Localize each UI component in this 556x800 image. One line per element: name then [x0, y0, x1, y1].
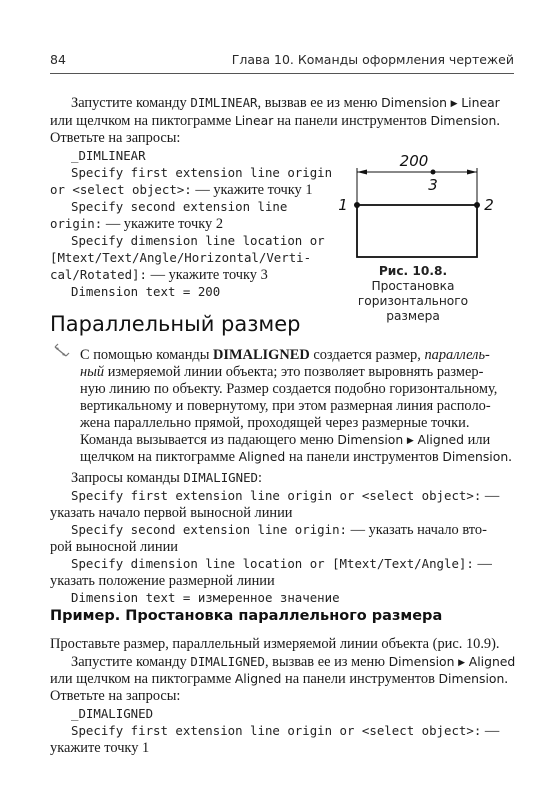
dimension-value: 200: [399, 152, 429, 170]
intro-line-1: [71, 95, 500, 114]
example-heading: Пример. Простановка параллельного размера: [50, 608, 443, 624]
object-rectangle: [357, 205, 477, 257]
page-number: 84: [50, 52, 66, 67]
text: Запустите команду: [71, 95, 191, 111]
prompt-text: origin:: [50, 216, 103, 231]
prompt-line: [Mtext/Text/Angle/Horizontal/Verti-: [50, 250, 312, 265]
command-name: DIMLINEAR: [190, 95, 258, 110]
prompt-line: [71, 522, 487, 539]
prompt-answer: — укажите точку 3: [146, 267, 268, 283]
command-line: _DIMLINEAR: [71, 148, 146, 163]
prompt-answer: — укажите точку 1: [191, 182, 313, 198]
command-name: DIMALIGNED: [190, 654, 265, 669]
text: щелчком на пиктограмме: [80, 449, 239, 465]
point-2-marker: [474, 202, 480, 208]
arrow-left-icon: [357, 170, 367, 175]
prompt-line: [71, 556, 492, 573]
prompt-line: Dimension text = измеренное значение: [71, 590, 340, 605]
para-line: Ответьте на запросы:: [50, 688, 181, 704]
text: или: [464, 432, 491, 448]
text: измеряемой линии объекта; это позволяет выровнять размер-: [104, 364, 484, 380]
menu-item: Linear: [461, 95, 500, 110]
caption-text: горизонтального: [357, 294, 469, 308]
text: на панели инструментов: [273, 113, 431, 129]
aligned-dimension-icon: [52, 341, 70, 359]
prompt-line: [50, 216, 223, 233]
figure-horizontal-dimension: [330, 148, 500, 263]
prompt-text: or <select object>:: [50, 182, 192, 197]
menu-name: Dimension: [388, 654, 455, 669]
toolbar-name: Dimension: [430, 113, 497, 128]
chapter-title: Глава 10. Команды оформления чертежей: [231, 52, 514, 67]
point-3-label: 3: [428, 176, 438, 194]
prompt-line: [50, 267, 268, 284]
text: или щелчком на пиктограмме: [50, 113, 235, 129]
text: создается размер,: [309, 347, 425, 363]
text: —: [481, 723, 500, 739]
text: :: [258, 470, 262, 486]
intro-line-3: Ответьте на запросы:: [50, 130, 181, 146]
requests-intro: [71, 470, 262, 487]
prompt-text: Specify second extension line origin:: [71, 522, 348, 537]
text: на панели инструментов: [285, 449, 443, 465]
para-line: вертикальному и повернутому, при этом размерная линия располо-: [80, 398, 491, 414]
para-line: [80, 364, 483, 381]
prompt-answer: — укажите точку 2: [102, 216, 224, 232]
arrow-right-icon: [467, 170, 477, 175]
menu-arrow-icon: ▶: [406, 436, 414, 446]
para-line: жена параллельно прямой, проходящей через размерные точки.: [80, 415, 470, 431]
menu-name: Dimension: [337, 432, 404, 447]
text: — указать начало вто-: [347, 522, 487, 538]
prompt-answer: указать положение размерной линии: [50, 573, 275, 589]
text: .: [508, 449, 512, 465]
para-line: Проставьте размер, параллельный измеряемой линии объекта (рис. 10.9).: [50, 636, 500, 652]
prompt-line: [71, 723, 499, 740]
point-1-marker: [354, 202, 360, 208]
point-1-label: 1: [338, 196, 348, 214]
point-3-marker: [431, 170, 436, 175]
menu-item: Aligned: [417, 432, 465, 447]
prompt-line: Specify first extension line origin: [71, 165, 333, 180]
text: —: [481, 488, 500, 504]
text: Команда вызывается из падающего меню: [80, 432, 338, 448]
text: Запросы команды: [71, 470, 184, 486]
icon-name: Aligned: [238, 449, 286, 464]
text: —: [473, 556, 492, 572]
prompt-text: cal/Rotated]:: [50, 267, 147, 282]
prompt-line: Dimension text = 200: [71, 284, 221, 299]
header-rule: [50, 73, 514, 74]
text: , вызвав ее из меню: [264, 654, 389, 670]
toolbar-name: Dimension: [438, 671, 505, 686]
command-name: DIMALIGNED: [212, 347, 310, 363]
running-header: [50, 52, 514, 70]
para-line: [80, 432, 490, 451]
text: Запустите команду: [71, 654, 191, 670]
text: С помощью команды: [80, 347, 213, 363]
menu-arrow-icon: ▶: [458, 658, 466, 668]
prompt-text: Specify first extension line origin or <select object>:: [71, 723, 482, 738]
caption-text: размера: [386, 309, 440, 323]
caption-text: Простановка: [371, 279, 455, 293]
para-line: ную линию по объекту. Размер создается подобно горизонтальному,: [80, 381, 498, 397]
prompt-line: Specify dimension line location or: [71, 233, 325, 248]
prompt-answer: рой выносной линии: [50, 539, 178, 555]
prompt-text: Specify dimension line location or [Mtext/Text/Angle]:: [71, 556, 474, 571]
emphasis: ный: [80, 364, 105, 380]
icon-name: Aligned: [234, 671, 282, 686]
prompt-line: [71, 488, 499, 505]
text: , вызвав ее из меню: [257, 95, 382, 111]
prompt-answer: укажите точку 1: [50, 740, 150, 756]
prompt-line: [50, 182, 313, 199]
section-heading: Параллельный размер: [50, 312, 301, 336]
point-2-label: 2: [484, 196, 494, 214]
command-line: _DIMALIGNED: [71, 706, 154, 721]
menu-arrow-icon: ▶: [450, 99, 458, 109]
text: или щелчком на пиктограмме: [50, 671, 235, 687]
para-line: [80, 347, 490, 364]
prompt-answer: указать начало первой выносной линии: [50, 505, 293, 521]
figure-caption: [338, 264, 488, 324]
prompt-line: Specify second extension line: [71, 199, 288, 214]
command-name: DIMALIGNED: [183, 470, 258, 485]
para-line: [80, 449, 512, 466]
icon-name: Linear: [234, 113, 274, 128]
para-line: [50, 671, 508, 688]
para-line: [71, 654, 515, 673]
text: .: [496, 113, 500, 129]
prompt-text: Specify first extension line origin or <select object>:: [71, 488, 482, 503]
emphasis: параллель-: [424, 347, 490, 363]
text: на панели инструментов: [281, 671, 439, 687]
menu-item: Aligned: [468, 654, 516, 669]
intro-line-2: [50, 113, 500, 130]
text: .: [504, 671, 508, 687]
caption-number: Рис. 10.8.: [378, 264, 448, 278]
toolbar-name: Dimension: [442, 449, 509, 464]
menu-name: Dimension: [381, 95, 448, 110]
